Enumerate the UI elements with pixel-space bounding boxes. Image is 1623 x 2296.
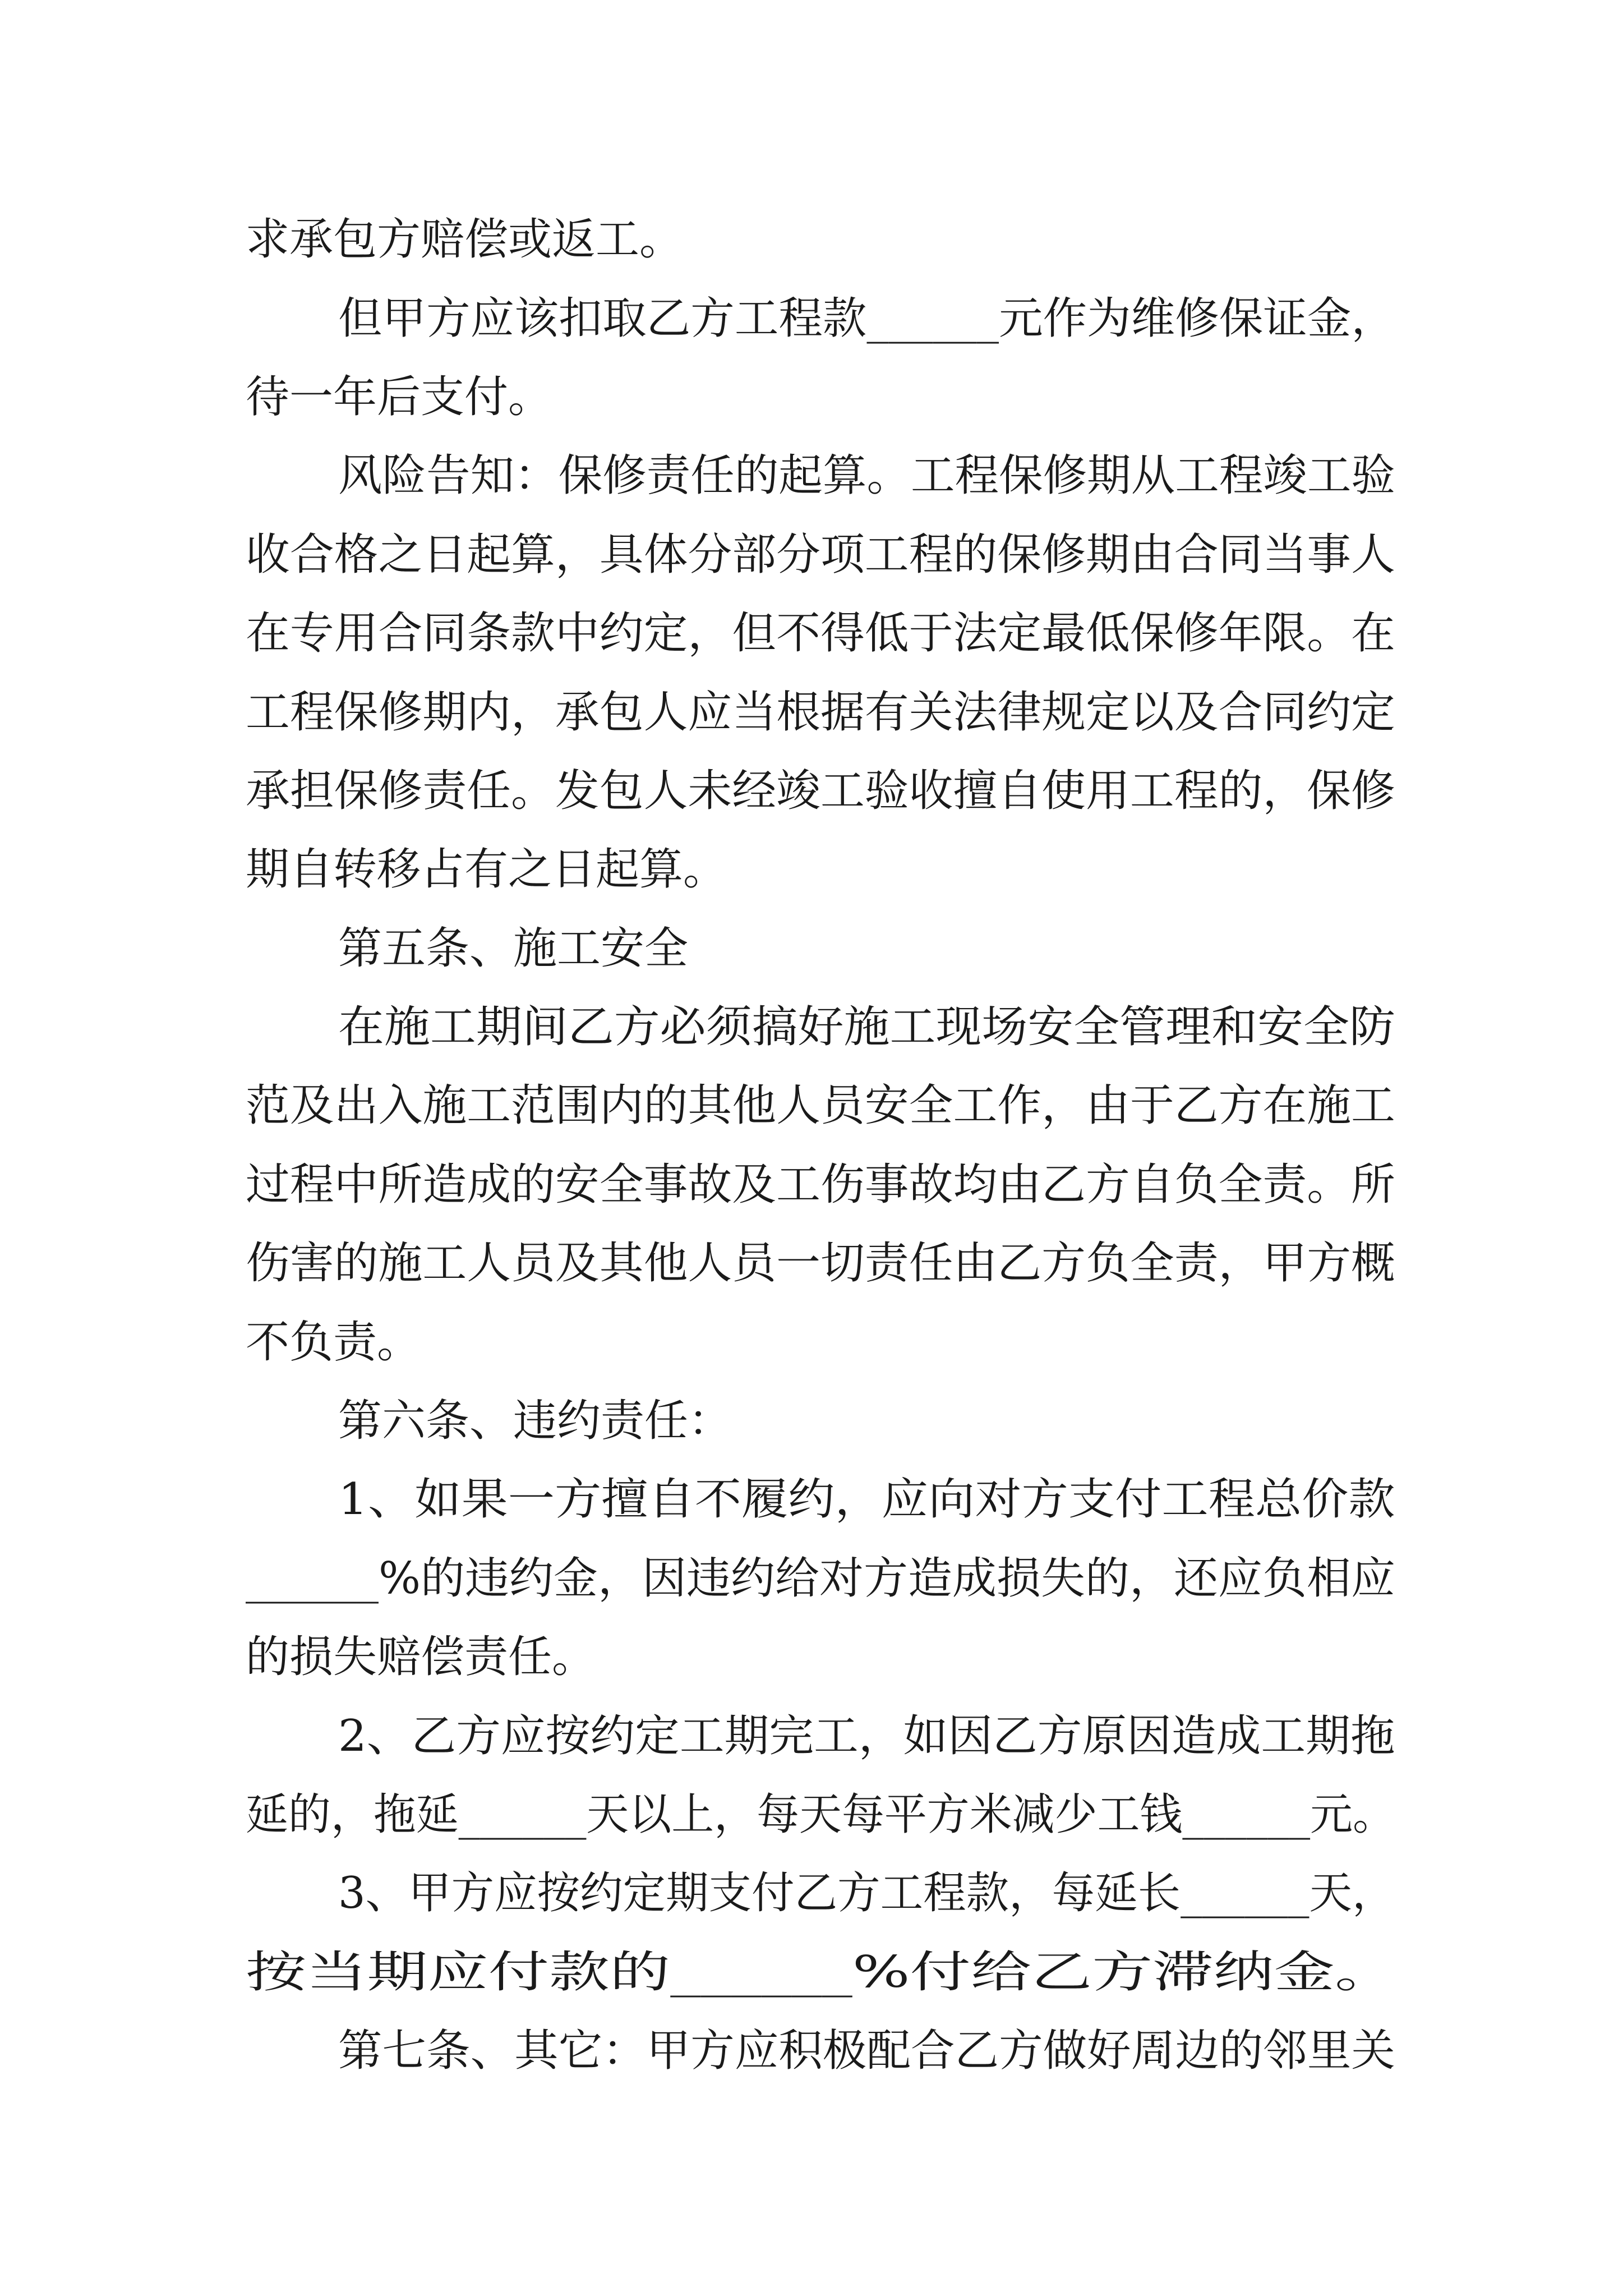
text-line-19-text: 的损失赔偿责任。: [246, 1632, 596, 1682]
text-line-3-text: 待一年后支付。: [246, 372, 552, 422]
section-heading-5-text: 第五条、施工安全: [338, 923, 689, 974]
text-line-23: [246, 1944, 1396, 2000]
text-line-13-text: 过程中所造成的安全事故及工伤事故均由乙方自负全责。所: [246, 1159, 1395, 1210]
text-line-7: [246, 684, 1395, 740]
text-line-11: [338, 999, 1395, 1055]
text-line-6-text: 在专用合同条款中约定，但不得低于法定最低保修年限。在: [246, 608, 1395, 659]
text-line-19: [246, 1629, 596, 1685]
text-line-18: [246, 1550, 1396, 1607]
section-heading-6-text: 第六条、违约责任：: [338, 1396, 732, 1446]
text-line-8-text: 承担保修责任。发包人未经竣工验收擅自使用工程的，保修: [246, 766, 1395, 816]
section-heading-6: [338, 1393, 732, 1449]
text-line-14-text: 伤害的施工人员及其他人员一切责任由乙方负全责，甲方概: [246, 1238, 1395, 1289]
text-line-17-text: 1、如果一方擅自不履约，应向对方支付工程总价款: [338, 1474, 1395, 1525]
text-line-18-text: ______%的违约金，因违约给对方造成损失的，还应负相应: [246, 1553, 1396, 1604]
text-line-8: [246, 763, 1395, 819]
text-line-21-text: 延的，拖延______天以上，每天每平方米减少工钱______元。: [246, 1789, 1395, 1840]
text-line-20-text: 2、乙方应按约定工期完工，如因乙方原因造成工期拖: [338, 1711, 1395, 1761]
text-line-5-text: 收合格之日起算，具体分部分项工程的保修期由合同当事人: [246, 530, 1395, 580]
section-heading-5: [338, 921, 688, 977]
text-line-4: [338, 448, 1395, 504]
text-line-5: [246, 527, 1395, 583]
text-line-11-text: 在施工期间乙方必须搞好施工现场安全管理和安全防: [338, 1002, 1395, 1052]
text-line-14: [246, 1235, 1395, 1291]
text-line-21: [246, 1787, 1427, 1843]
text-line-23-text: 按当期应付款的______%付给乙方滞纳金。: [246, 1947, 1396, 1998]
text-line-4-text: 风险告知：保修责任的起算。工程保修期从工程竣工验: [338, 450, 1395, 501]
text-line-6: [246, 605, 1395, 661]
section-heading-7: [338, 2023, 1395, 2079]
text-line-17: [338, 1471, 1395, 1527]
section-heading-7-text: 第七条、其它：甲方应积极配合乙方做好周边的邻里关: [338, 2026, 1395, 2076]
text-line-9: [246, 841, 727, 898]
text-line-15-text: 不负责。: [246, 1317, 421, 1368]
text-line-13: [246, 1157, 1395, 1213]
text-line-15: [246, 1314, 421, 1370]
text-line-2: [338, 291, 1395, 347]
text-line-2-text: 但甲方应该扣取乙方工程款______元作为维修保证金，: [338, 293, 1395, 344]
text-line-3: [246, 369, 552, 425]
text-line-12: [246, 1078, 1395, 1134]
text-line-22-text: 3、甲方应按约定期支付乙方工程款，每延长______天，: [338, 1868, 1395, 1918]
text-line-12-text: 范及出入施工范围内的其他人员安全工作，由于乙方在施工: [246, 1080, 1395, 1131]
text-line-9-text: 期自转移占有之日起算。: [246, 844, 727, 895]
text-line-20: [338, 1708, 1395, 1764]
text-line-7-text: 工程保修期内，承包人应当根据有关法律规定以及合同约定: [246, 687, 1395, 738]
text-line-22: [338, 1865, 1416, 1921]
text-line-1: [246, 211, 683, 268]
text-line-1-text: 求承包方赔偿或返工。: [246, 214, 684, 265]
